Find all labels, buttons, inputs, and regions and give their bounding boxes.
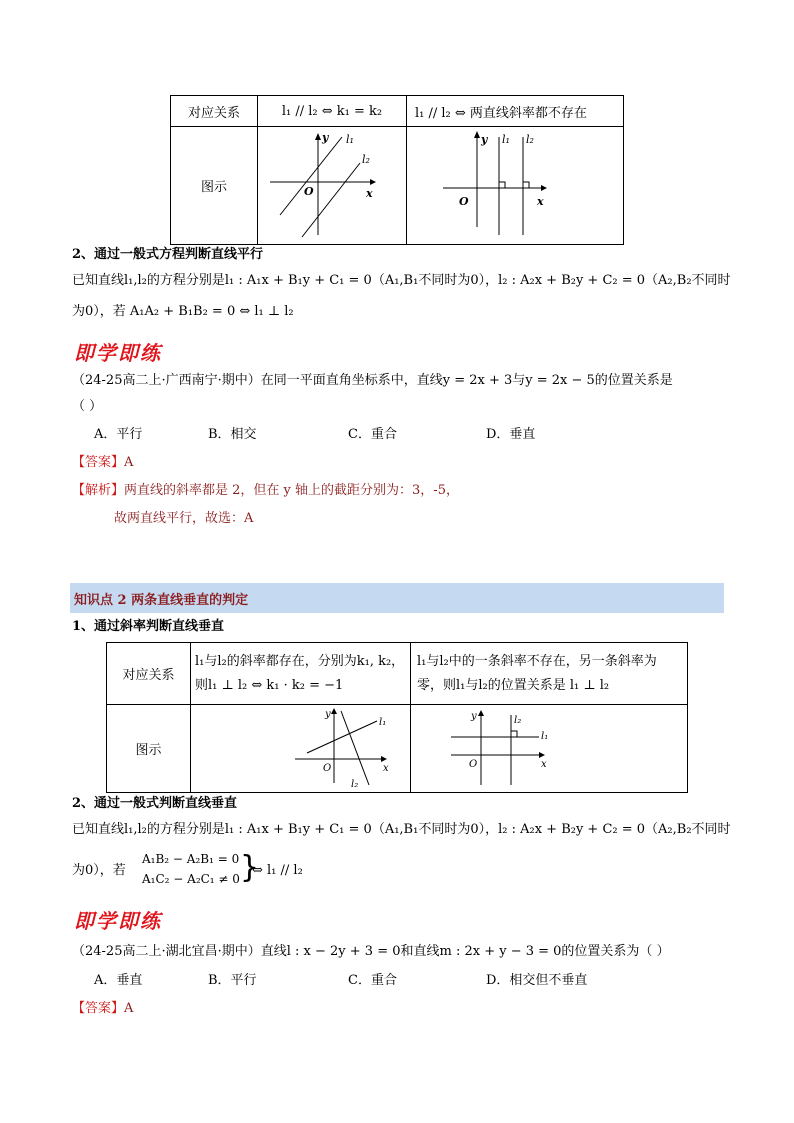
- brace: }: [240, 850, 260, 885]
- fig2-l1-label: l₁: [502, 133, 510, 146]
- right-angle-mark-1: [499, 182, 505, 188]
- fig1-o-label: O: [304, 185, 314, 198]
- table1-header-label: 对应关系: [171, 96, 258, 127]
- practice1-option-b[interactable]: B．相交: [208, 427, 257, 442]
- fig2-y-label: y: [481, 133, 488, 146]
- section2-title: 知识点 2 两条直线垂直的判定: [74, 593, 249, 608]
- practice1-answer: [72, 454, 133, 472]
- parallel-vertical-figure: [407, 127, 623, 240]
- sec1-item2-line2: 为0），若 A₁A₂ + B₁B₂ = 0 ⇔ l₁ ⊥ l₂: [72, 304, 294, 319]
- sec1-item2-title: 2、通过一般式方程判断直线平行: [72, 247, 264, 262]
- fig3-l2-label: l₂: [351, 779, 359, 788]
- sec2-item2-title: 2、通过一般式判断直线垂直: [72, 796, 238, 811]
- table1-col2-formula: l₁ // l₂ ⇔ 两直线斜率都不存在: [407, 96, 624, 127]
- practice2-banner: 即学即练: [74, 909, 162, 933]
- parallel-slope-table: [170, 95, 624, 245]
- practice2-answer-value: A: [124, 1001, 134, 1016]
- fig4-x-label: x: [541, 759, 547, 770]
- table2-fig2-cell: [411, 705, 688, 793]
- practice2-question: （24-25高二上·湖北宜昌·期中）直线l : x − 2y + 3 = 0和直线m : 2x + y − 3 = 0的位置关系为（ ）: [72, 944, 670, 959]
- fig3-l1-label: l₁: [379, 717, 387, 728]
- fig4-y-label: y: [471, 711, 477, 722]
- perpendicular-slope-table: [106, 642, 688, 793]
- fig4-l2-label: l₂: [514, 715, 522, 726]
- table2-col2-line1: l₁与l₂中的一条斜率不存在，另一条斜率为: [417, 653, 657, 669]
- practice1-option-c[interactable]: C．重合: [348, 427, 397, 442]
- practice1-banner: 即学即练: [74, 341, 162, 365]
- table2-col1-line2: 则l₁ ⊥ l₂ ⇔ k₁ · k₂ = −1: [195, 677, 344, 693]
- practice1-answer-label: 【答案】: [72, 455, 125, 470]
- x-arrow: [381, 756, 387, 762]
- line-l1: [307, 721, 377, 753]
- line-l2: [341, 711, 369, 785]
- practice2-option-c[interactable]: C．重合: [348, 973, 397, 988]
- fig1-l1-label: l₁: [346, 133, 354, 146]
- table1-row2-label: 图示: [171, 127, 258, 245]
- line-l2: [302, 163, 360, 237]
- line-l1: [280, 137, 342, 215]
- right-angle-mark-2: [523, 182, 529, 188]
- section2-item1-title: 1、通过斜率判断直线垂直: [72, 619, 225, 634]
- fig1-l2-label: l₂: [362, 153, 370, 166]
- sec2-item2-cond1: A₁B₂ − A₂B₁ = 0: [142, 852, 240, 866]
- practice1-analysis-label: 【解析】: [72, 483, 125, 498]
- table2-col2-line2: 零，则l₁与l₂的位置关系是 l₁ ⊥ l₂: [417, 677, 610, 693]
- table2-header-label: 对应关系: [107, 643, 191, 705]
- practice1-analysis-line1: 两直线的斜率都是 2，但在 y 轴上的截距分别为：3，-5，: [124, 483, 459, 498]
- practice2-option-b[interactable]: B．平行: [208, 973, 257, 988]
- table1-fig1-cell: [258, 127, 407, 245]
- practice2-answer: [72, 1000, 133, 1018]
- right-angle-mark: [511, 731, 517, 737]
- fig2-l2-label: l₂: [526, 133, 534, 146]
- fig4-l1-label: l₁: [541, 731, 549, 742]
- table2-col1-line1: l₁与l₂的斜率都存在，分别为k₁, k₂，: [195, 653, 405, 669]
- sec2-item2-line2: [72, 848, 372, 888]
- practice1-option-a[interactable]: A．平行: [94, 427, 143, 442]
- perpendicular-slopes-figure: [191, 705, 410, 788]
- sec2-item2-prefix: 为0），若: [72, 863, 126, 878]
- table2-fig1-cell: [191, 705, 411, 793]
- section2-bar: [70, 583, 724, 613]
- practice1-answer-value: A: [124, 455, 134, 470]
- table1-fig2-cell: [407, 127, 624, 245]
- sec2-item2-cond2: A₁C₂ − A₂C₁ ≠ 0: [142, 872, 240, 886]
- sec2-item2-line1: 已知直线l₁,l₂的方程分别是l₁ : A₁x + B₁y + C₁ = 0（A₁,B₁不同时为0），l₂ : A₂x + B₂y + C₂ = 0（A₂,B₂不同时: [72, 822, 731, 837]
- table2-col2: [411, 643, 688, 705]
- sec2-item2-suffix: ⇔ l₁ // l₂: [252, 863, 303, 878]
- y-arrow: [315, 133, 321, 140]
- practice2-option-d[interactable]: D．相交但不垂直: [486, 973, 588, 988]
- practice1-analysis-line2: 故两直线平行，故选：A: [114, 511, 254, 526]
- fig1-x-label: x: [366, 187, 373, 200]
- x-arrow: [539, 752, 545, 758]
- fig1-y-label: y: [322, 131, 329, 144]
- y-arrow: [478, 710, 484, 716]
- x-arrow: [541, 185, 547, 191]
- fig3-y-label: y: [325, 709, 331, 720]
- fig2-o-label: O: [459, 195, 469, 208]
- fig2-x-label: x: [537, 195, 544, 208]
- fig3-x-label: x: [383, 763, 389, 774]
- practice2-answer-label: 【答案】: [72, 1001, 125, 1016]
- practice2-option-a[interactable]: A．垂直: [94, 973, 143, 988]
- table1-col1-formula: l₁ // l₂ ⇔ k₁ = k₂: [258, 96, 407, 127]
- fig4-o-label: O: [469, 759, 478, 770]
- parallel-slopes-figure: [258, 127, 406, 240]
- practice1-blank: （ ）: [72, 399, 103, 414]
- table2-col1: [191, 643, 411, 705]
- table2-row2-label: 图示: [107, 705, 191, 793]
- x-arrow: [370, 179, 376, 185]
- practice1-option-d[interactable]: D．垂直: [486, 427, 536, 442]
- sec1-item2-line1: 已知直线l₁,l₂的方程分别是l₁ : A₁x + B₁y + C₁ = 0（A₁,B₁不同时为0），l₂ : A₂x + B₂y + C₂ = 0（A₂,B₂不同时: [72, 273, 731, 288]
- fig3-o-label: O: [323, 763, 332, 774]
- y-arrow: [474, 131, 480, 138]
- y-arrow: [331, 708, 337, 714]
- practice1-analysis: [72, 482, 459, 500]
- practice1-question: （24-25高二上·广西南宁·期中）在同一平面直角坐标系中，直线y = 2x + 3与y = 2x − 5的位置关系是: [72, 373, 673, 388]
- perpendicular-axis-figure: [411, 705, 687, 788]
